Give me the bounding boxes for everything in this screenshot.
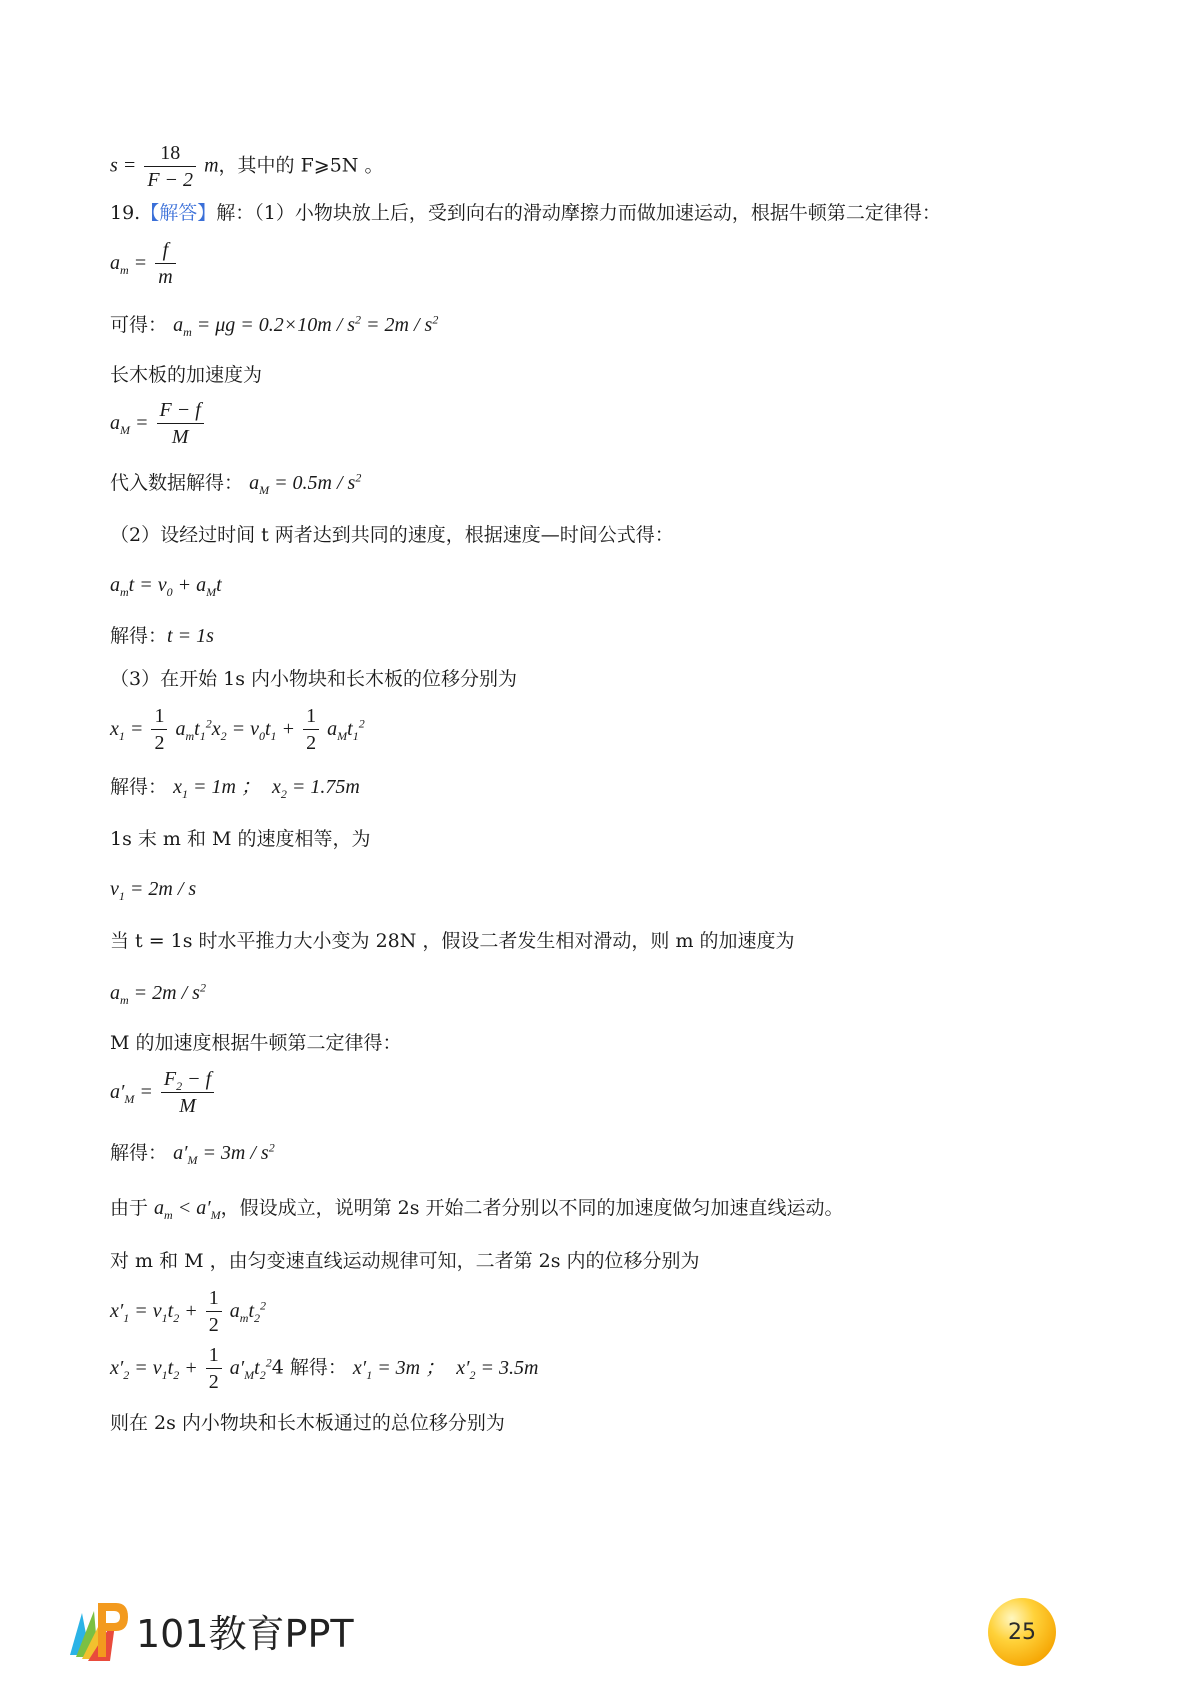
dui-text: 对 m 和 M ，由匀变速直线运动规律可知，二者第 2s 内的位移分别为 <box>110 1250 700 1272</box>
board-accel-text: 长木板的加速度为 <box>110 364 263 386</box>
part3-text: （3）在开始 1s 内小物块和长木板的位移分别为 <box>110 668 518 690</box>
eq-dairu: 代入数据解得： $a_M = 0.5m / s^2$ <box>110 470 362 497</box>
final-text: 则在 2s 内小物块和长木板通过的总位移分别为 <box>110 1412 505 1434</box>
page-number-badge <box>988 1598 1056 1666</box>
page-number: 25 <box>1008 1619 1036 1645</box>
q19-heading: 19.【解答】解：（1）小物块放上后，受到向右的滑动摩擦力而做加速运动，根据牛顿第二定律得： <box>110 202 941 224</box>
logo-text: 101教育PPT <box>136 1611 354 1656</box>
youyu-text: 由于 $a_m < a'_M$，假设成立，说明第 2s 开始二者分别以不同的加速度做匀加速直线运动。 <box>110 1197 844 1222</box>
eq-am2: $a_m = 2m / s^2$ <box>110 980 206 1007</box>
part2-text: （2）设经过时间 t 两者达到共同的速度，根据速度—时间公式得： <box>110 524 674 546</box>
eq-t-result: 解得：t = 1s <box>110 625 214 647</box>
eq-kede: 可得： $a_m = \mu g = 0.2\times 10m / s^2 = 2m / s^2$ <box>110 312 439 339</box>
eq-x-results: 解得： $x_1 = 1m$ ； $x_2 = 1.75m$ <box>110 776 360 801</box>
eq-velocity: $a_mt = v_0 + a_Mt$ <box>110 574 222 599</box>
eq-aM-prime: $a'_M$ = $\frac{F_2 - f}{M}$ <box>110 1066 216 1119</box>
brand-logo <box>60 1590 354 1670</box>
v-equal-text: 1s 末 m 和 M 的速度相等，为 <box>110 828 371 850</box>
M-accel-text: M 的加速度根据牛顿第二定律得： <box>110 1032 402 1054</box>
eq-aM: $a_M$ = $\frac{F - f}{M}$ <box>110 397 206 450</box>
eq-x1-x2: $x_1$ = $\frac{1}{2}$ $a_mt_1^2x_2 = v_0t_1$ + $\frac{1}{2}$ $a_Mt_1^2$ <box>110 705 365 754</box>
t1s-text: 当 t = 1s 时水平推力大小变为 28N ，假设二者发生相对滑动，则 m 的加速度为 <box>110 930 795 952</box>
eq-am-fm: $a_m$ = $\frac{f}{m}$ <box>110 237 178 290</box>
eq-x2-prime: $x'_2 = v_1t_2$ + $\frac{1}{2}$ $a'_Mt_2^24$ 解得： $x'_1 = 3m$ ； $x'_2 = 3.5m$ <box>110 1344 539 1393</box>
eq-v1: $v_1 = 2m / s$ <box>110 878 197 903</box>
answer-tag: 【解答】 <box>140 202 217 224</box>
eq-s: s = $\frac{18}{F - 2}$ m，其中的 F⩾5N 。 <box>110 142 384 191</box>
fan-logo-icon <box>60 1595 130 1665</box>
eq-x1-prime: $x'_1 = v_1t_2$ + $\frac{1}{2}$ $a_mt_2^2$ <box>110 1287 267 1336</box>
eq-aM-prime-result: 解得： $a'_M = 3m / s^2$ <box>110 1140 275 1167</box>
